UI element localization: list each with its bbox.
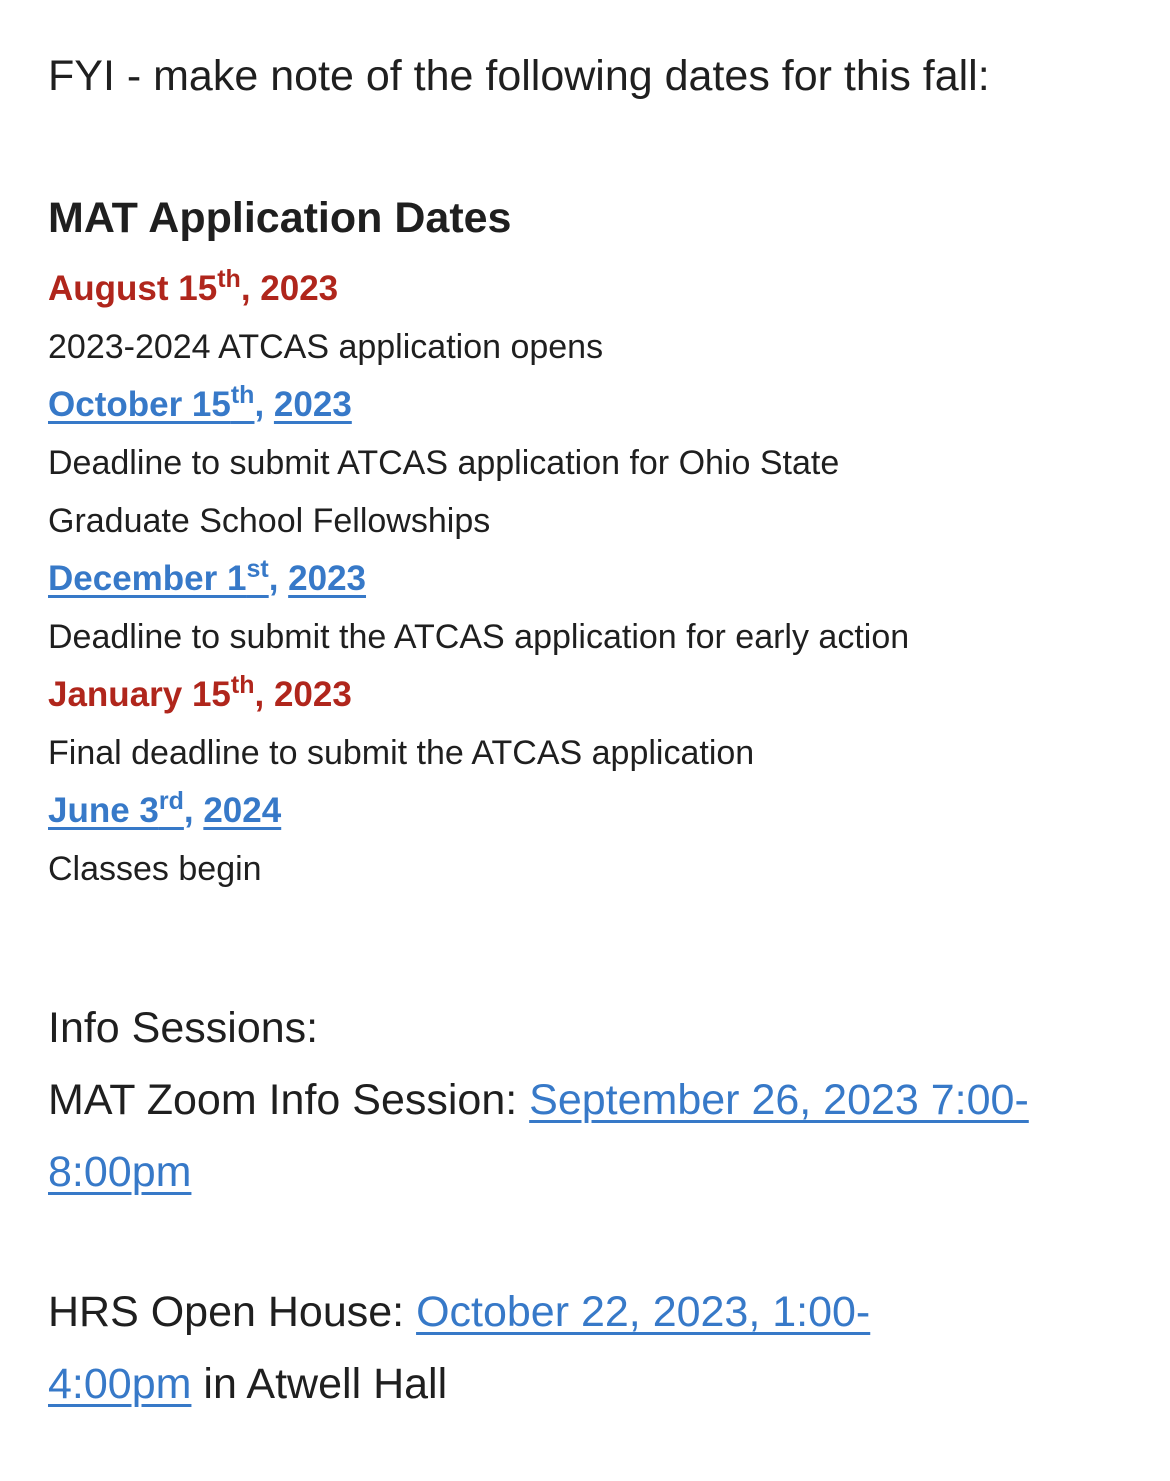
year-link[interactable]: 2023 bbox=[273, 385, 352, 424]
info-sessions bbox=[48, 992, 1148, 1208]
date-description: Final deadline to submit the ATCAS application bbox=[48, 734, 755, 772]
date-description: Classes begin bbox=[48, 850, 262, 888]
date-separator: , bbox=[240, 269, 261, 308]
date-separator: , bbox=[268, 559, 289, 598]
date-october-15 bbox=[48, 376, 1148, 434]
date-year: 2023 bbox=[273, 675, 352, 714]
date-main: December 1 bbox=[48, 559, 247, 598]
date-link[interactable] bbox=[48, 381, 255, 424]
date-august-15 bbox=[48, 260, 1148, 318]
open-house-label: HRS Open House: bbox=[48, 1288, 417, 1336]
date-main: August 15 bbox=[48, 269, 218, 308]
date-main: January 15 bbox=[48, 675, 231, 714]
date-december-1 bbox=[48, 550, 1148, 608]
date-separator: , bbox=[254, 385, 274, 424]
date-description: 2023-2024 ATCAS application opens bbox=[48, 328, 604, 366]
year-link[interactable]: 2024 bbox=[203, 791, 282, 830]
date-suffix: st bbox=[246, 555, 269, 583]
date-main: October 15 bbox=[48, 385, 231, 424]
date-link[interactable] bbox=[48, 555, 269, 598]
date-description: Deadline to submit ATCAS application for Ohio State Graduate School Fellowships bbox=[48, 444, 840, 540]
date-june-3 bbox=[48, 782, 1148, 840]
info-sessions-heading: Info Sessions: bbox=[48, 1004, 319, 1052]
open-house-location: in Atwell Hall bbox=[191, 1360, 448, 1408]
date-main: June 3 bbox=[48, 791, 159, 830]
zoom-session-line bbox=[48, 1064, 1048, 1208]
open-house-link[interactable]: October 22, 2023, 1:00-4:00pm bbox=[48, 1288, 871, 1408]
date-suffix: th bbox=[230, 671, 255, 699]
year-link[interactable]: 2023 bbox=[288, 559, 367, 598]
date-separator: , bbox=[183, 791, 204, 830]
zoom-session-label: MAT Zoom Info Session: bbox=[48, 1076, 530, 1124]
intro-text: FYI - make note of the following dates for this fall: bbox=[48, 52, 990, 100]
zoom-session-link[interactable]: September 26, 2023 7:00-8:00pm bbox=[48, 1076, 1029, 1196]
date-description: Deadline to submit the ATCAS application for early action bbox=[48, 618, 910, 656]
date-suffix: th bbox=[217, 265, 241, 293]
date-january-15 bbox=[48, 666, 1148, 724]
date-suffix: th bbox=[230, 381, 255, 409]
date-year: 2023 bbox=[260, 269, 339, 308]
section-title: MAT Application Dates bbox=[48, 194, 512, 242]
date-link[interactable] bbox=[48, 787, 184, 830]
open-house bbox=[48, 1276, 988, 1420]
date-separator: , bbox=[254, 675, 274, 714]
date-list bbox=[48, 260, 1148, 898]
date-suffix: rd bbox=[158, 787, 184, 815]
